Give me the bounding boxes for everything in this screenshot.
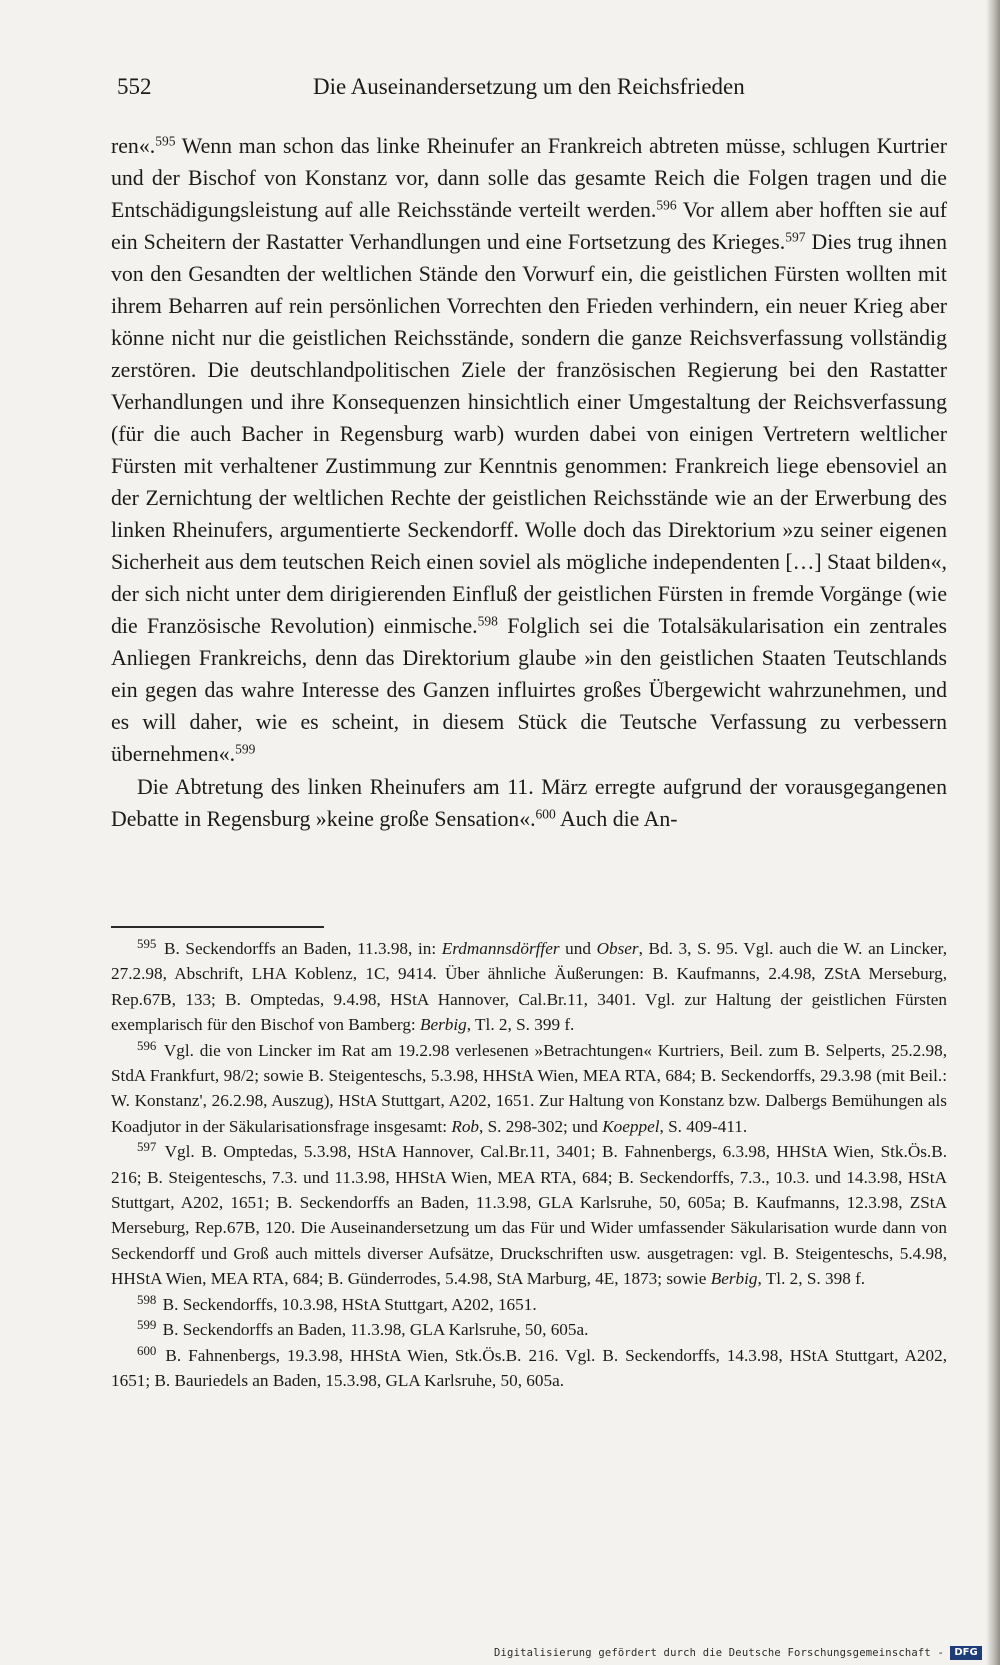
footnotes <box>111 936 947 1393</box>
text-run: Auch die An- <box>555 807 678 831</box>
footnote-number: 597 <box>137 1140 157 1155</box>
paragraph <box>111 771 947 835</box>
text-run: , Tl. 2, S. 399 f. <box>466 1015 575 1035</box>
digitization-credit: Digitalisierung gefördert durch die Deutsche Forschungsgemeinschaft - <box>494 1647 944 1659</box>
text-run: Wenn man schon das linke Rheinufer an Frankreich abtreten müsse, schlugen Kurtrier und der Bischof von Konstanz vor, dann solle das gesamte Reich die Folgen tragen und die Entschädigungsleistung auf alle Reichsstände verteilt werden. <box>111 134 947 222</box>
footnote-596 <box>111 1038 947 1140</box>
text-run: B. Fahnenbergs, 19.3.98, HHStA Wien, Stk.Ös.B. 216. Vgl. B. Seckendorffs, 14.3.98, HStA Stuttgart, A202, 1651; B. Bauriedels an Baden, 15.3.98, GLA Karlsruhe, 50, 605a. <box>111 1345 947 1390</box>
footnote-number: 598 <box>137 1292 157 1307</box>
text-run: B. Seckendorffs, 10.3.98, HStA Stuttgart, A202, 1651. <box>162 1294 537 1314</box>
cited-author: Berbig <box>419 1015 467 1035</box>
dfg-logo: DFG <box>950 1646 982 1660</box>
paragraph <box>111 130 947 770</box>
page-number: 552 <box>117 74 152 99</box>
text-run: , Bd. 3, S. 95. Vgl. auch die W. an Lincker, 27.2.98, Abschrift, LHA Koblenz, 1C, 9414. Über ähnliche Äußerungen: B. Kaufmanns, 2.4.98, ZStA Merseburg, Rep.67B, 133; B. Omptedas, 9.4.98, HStA Hannover, Cal.Br.11, 3401. Vgl. zur Haltung der geistlichen Fürsten exemplarisch für den Bischof von Bamberg: <box>111 939 947 1035</box>
cited-author: Obser <box>596 939 639 958</box>
cited-author: Koeppel <box>602 1116 660 1136</box>
footnote-number: 596 <box>137 1038 157 1053</box>
text-run: B. Seckendorffs an Baden, 11.3.98, in: <box>163 939 442 958</box>
body-text <box>111 130 947 835</box>
footnote-reference[interactable]: 600 <box>535 806 556 822</box>
footnote-595 <box>111 936 947 1038</box>
text-run: Die Abtretung des linken Rheinufers am 11. März erregte aufgrund der vorausgegangenen Debatte in Regensburg »keine große Sensation«. <box>111 775 947 831</box>
footnote-reference[interactable]: 597 <box>785 229 806 245</box>
text-run: und <box>559 939 597 958</box>
text-run: Vor allem aber hofften sie auf ein Scheitern der Rastatter Verhandlungen und eine Fortsetzung des Krieges. <box>111 198 948 254</box>
cited-author: Berbig <box>710 1269 758 1289</box>
text-run: Vgl. B. Omptedas, 5.3.98, HStA Hannover, Cal.Br.11, 3401; B. Fahnenbergs, 6.3.98, HHStA Wien, Stk.Ös.B. 216; B. Steigenteschs, 7.3. und 11.3.98, HHStA Wien, MEA RTA, 684; B. Seckendorffs, 7.3., 10.3. und 14.3.98, HStA Stuttgart, A202, 1651; B. Seckendorffs an Baden, 11.3.98, GLA Karlsruhe, 50, 605a; B. Kaufmanns, 12.3.98, ZStA Merseburg, Rep.67B, 120. Die Auseinandersetzung um das Für und Wider umfassender Säkularisation wurde dann von Seckendorff und Groß auch mittels diverser Aufsätze, Druckschriften usw. ausgetragen: vgl. B. Steigenteschs, 5.4.98, HHStA Wien, MEA RTA, 684; B. Günderrodes, 5.4.98, StA Marburg, 4E, 1873; sowie <box>111 1142 947 1289</box>
page-header <box>117 74 947 108</box>
text-run: , S. 298-302; und <box>479 1116 603 1136</box>
cited-author: Rob <box>451 1116 480 1136</box>
footnote-597 <box>111 1139 947 1291</box>
page-edge-shadow <box>986 0 1000 1665</box>
footnote-number: 600 <box>137 1343 157 1358</box>
text-run: ren«. <box>111 134 156 158</box>
text-run: , S. 409-411. <box>659 1116 748 1136</box>
footnote-reference[interactable]: 596 <box>656 197 677 213</box>
footnote-reference[interactable]: 599 <box>235 741 256 757</box>
footnote-reference[interactable]: 598 <box>477 613 498 629</box>
footnote-598 <box>111 1292 947 1317</box>
text-run: , Tl. 2, S. 398 f. <box>757 1269 866 1289</box>
footnote-number: 595 <box>137 937 157 952</box>
footnote-599 <box>111 1317 947 1342</box>
footnote-reference[interactable]: 595 <box>155 133 176 149</box>
text-run: Folglich sei die Totalsäkularisation ein zentrales Anliegen Frankreichs, denn das Direktorium glaube »in den geistlichen Staaten Teutschlands ein gegen das wahre Interesse des Ganzen influirtes großes Übergewicht wahrzunehmen, und es will daher, wie es scheint, in diesem Stück die Teutsche Verfassung zu verbessern übernehmen«. <box>111 614 947 766</box>
text-run: Dies trug ihnen von den Gesandten der weltlichen Stände den Vorwurf ein, die geistlichen Fürsten wollten mit ihrem Beharren auf rein persönlichen Vorrechten den Frieden verhindern, ein neuer Krieg aber könne nicht nur die geistlichen Reichsstände, sondern die ganze Reichsverfassung vollständig zerstören. Die deutschlandpolitischen Ziele der französischen Regierung bei den Rastatter Verhandlungen und ihre Konsequenzen hinsichtlich einer Umgestaltung der Reichsverfassung (für die auch Bacher in Regensburg warb) wurden dabei von einigen Vertretern weltlicher Fürsten mit verhaltener Zustimmung zur Kenntnis genommen: Frankreich liege ebensoviel an der Zernichtung der weltlichen Rechte der geistlichen Reichsstände wie an der Erwerbung des linken Rheinufers, argumentierte Seckendorff. Wolle doch das Direktorium »zu seiner eigenen Sicherheit aus dem teutschen Reich einen soviel als mögliche independenten […] Staat bilden«, der sich nicht unter dem dirigierenden Einfluß der geistlichen Fürsten in fremde Vorgänge (wie die Französische Revolution) einmische. <box>111 230 947 638</box>
cited-author: Erdmannsdörffer <box>441 939 560 958</box>
text-run: B. Seckendorffs an Baden, 11.3.98, GLA Karlsruhe, 50, 605a. <box>162 1320 589 1340</box>
footnote-separator <box>111 926 324 928</box>
running-title: Die Auseinandersetzung um den Reichsfrieden <box>313 74 745 99</box>
footnote-number: 599 <box>137 1318 157 1333</box>
text-run: Vgl. die von Lincker im Rat am 19.2.98 verlesenen »Betrachtungen« Kurtriers, Beil. zum B. Selperts, 25.2.98, StdA Frankfurt, 98/2; sowie B. Steigenteschs, 5.3.98, HHStA Wien, MEA RTA, 684; B. Seckendorffs, 29.3.98 (mit Beil.: W. Konstanz', 26.2.98, Auszug), HStA Stuttgart, A202, 1651. Zur Haltung von Konstanz bzw. Dalbergs Bemühungen als Koadjutor in der Säkularisationsfrage insgesamt: <box>111 1040 947 1136</box>
footnote-600 <box>111 1343 947 1394</box>
